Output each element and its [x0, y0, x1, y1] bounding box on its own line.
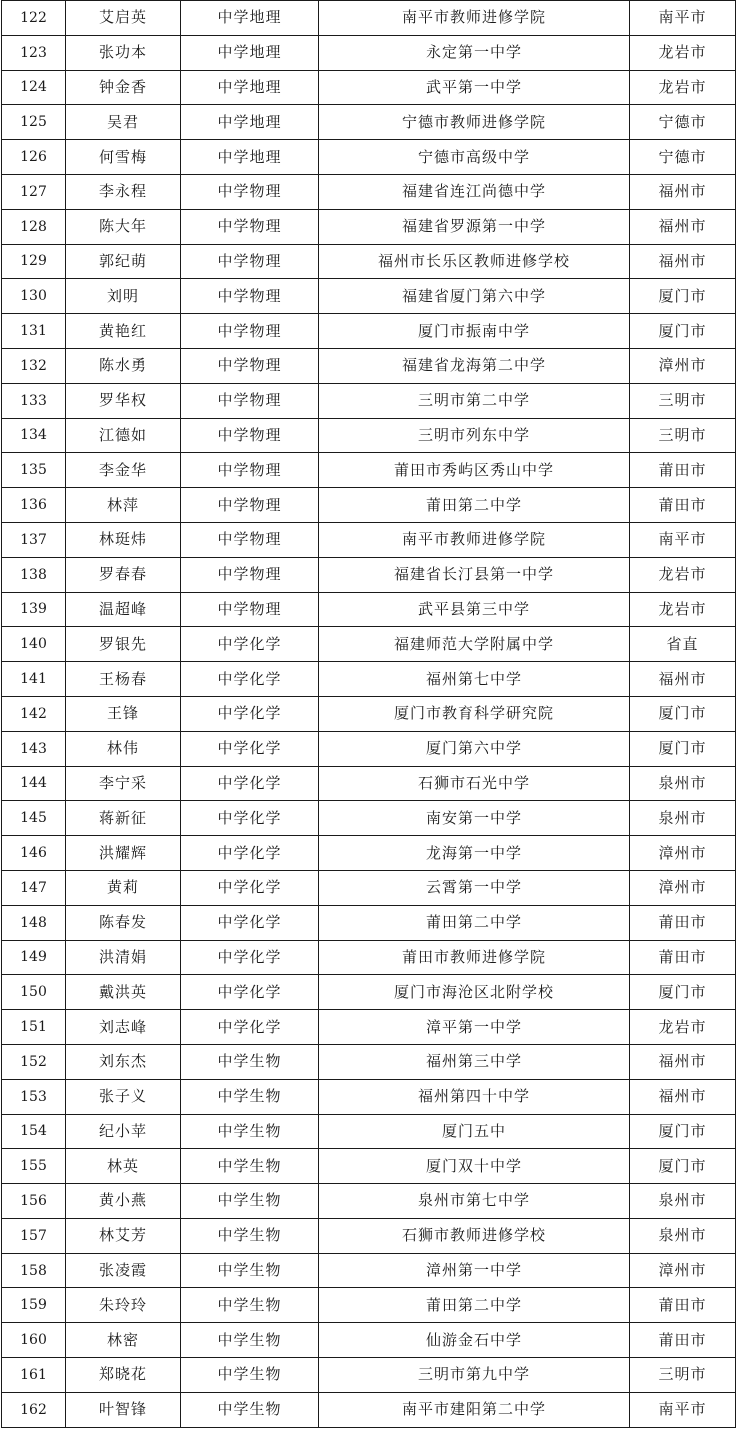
table-row [2, 627, 736, 662]
school-cell: 南平市教师进修学院 [319, 522, 630, 557]
subject-cell: 中学化学 [181, 940, 319, 975]
city-cell: 宁德市 [630, 140, 736, 175]
teacher-name-cell: 洪耀辉 [66, 836, 181, 871]
teacher-name-cell: 林密 [66, 1323, 181, 1358]
school-cell: 三明市第九中学 [319, 1358, 630, 1393]
table-row [2, 836, 736, 871]
teacher-name-cell: 戴洪英 [66, 975, 181, 1010]
table-row [2, 383, 736, 418]
teacher-name-cell: 黄艳红 [66, 314, 181, 349]
roster-table-body [2, 1, 736, 1428]
subject-cell: 中学物理 [181, 174, 319, 209]
row-number-cell: 130 [2, 279, 66, 314]
city-cell: 莆田市 [630, 453, 736, 488]
teacher-name-cell: 罗银先 [66, 627, 181, 662]
teacher-name-cell: 刘明 [66, 279, 181, 314]
teacher-name-cell: 林伟 [66, 731, 181, 766]
table-row [2, 1358, 736, 1393]
teacher-name-cell: 郭纪萌 [66, 244, 181, 279]
subject-cell: 中学生物 [181, 1288, 319, 1323]
table-row [2, 1114, 736, 1149]
table-row [2, 1, 736, 36]
teacher-name-cell: 陈春发 [66, 905, 181, 940]
row-number-cell: 147 [2, 870, 66, 905]
row-number-cell: 161 [2, 1358, 66, 1393]
school-cell: 莆田市教师进修学院 [319, 940, 630, 975]
teacher-name-cell: 温超峰 [66, 592, 181, 627]
subject-cell: 中学物理 [181, 453, 319, 488]
teacher-name-cell: 郑晓花 [66, 1358, 181, 1393]
subject-cell: 中学生物 [181, 1392, 319, 1427]
school-cell: 莆田第二中学 [319, 488, 630, 523]
school-cell: 宁德市高级中学 [319, 140, 630, 175]
school-cell: 福建省长汀县第一中学 [319, 557, 630, 592]
city-cell: 厦门市 [630, 1114, 736, 1149]
teacher-name-cell: 蒋新征 [66, 801, 181, 836]
city-cell: 泉州市 [630, 1218, 736, 1253]
teacher-name-cell: 林英 [66, 1149, 181, 1184]
city-cell: 漳州市 [630, 348, 736, 383]
subject-cell: 中学地理 [181, 35, 319, 70]
city-cell: 泉州市 [630, 1184, 736, 1219]
school-cell: 福州第三中学 [319, 1044, 630, 1079]
subject-cell: 中学物理 [181, 209, 319, 244]
row-number-cell: 158 [2, 1253, 66, 1288]
school-cell: 石狮市石光中学 [319, 766, 630, 801]
row-number-cell: 126 [2, 140, 66, 175]
table-row [2, 1149, 736, 1184]
row-number-cell: 152 [2, 1044, 66, 1079]
teacher-name-cell: 黄莉 [66, 870, 181, 905]
city-cell: 龙岩市 [630, 35, 736, 70]
row-number-cell: 136 [2, 488, 66, 523]
table-row [2, 244, 736, 279]
city-cell: 福州市 [630, 1079, 736, 1114]
teacher-name-cell: 李金华 [66, 453, 181, 488]
school-cell: 仙游金石中学 [319, 1323, 630, 1358]
subject-cell: 中学地理 [181, 1, 319, 36]
subject-cell: 中学物理 [181, 557, 319, 592]
row-number-cell: 141 [2, 662, 66, 697]
table-row [2, 905, 736, 940]
row-number-cell: 149 [2, 940, 66, 975]
subject-cell: 中学物理 [181, 488, 319, 523]
subject-cell: 中学化学 [181, 870, 319, 905]
school-cell: 福州市长乐区教师进修学校 [319, 244, 630, 279]
table-row [2, 696, 736, 731]
row-number-cell: 123 [2, 35, 66, 70]
school-cell: 武平第一中学 [319, 70, 630, 105]
city-cell: 龙岩市 [630, 592, 736, 627]
teacher-name-cell: 罗华权 [66, 383, 181, 418]
teacher-name-cell: 林珽炜 [66, 522, 181, 557]
school-cell: 南平市建阳第二中学 [319, 1392, 630, 1427]
city-cell: 漳州市 [630, 836, 736, 871]
city-cell: 莆田市 [630, 905, 736, 940]
row-number-cell: 139 [2, 592, 66, 627]
school-cell: 武平县第三中学 [319, 592, 630, 627]
city-cell: 漳州市 [630, 1253, 736, 1288]
row-number-cell: 138 [2, 557, 66, 592]
table-row [2, 870, 736, 905]
teacher-name-cell: 纪小苹 [66, 1114, 181, 1149]
table-row [2, 1288, 736, 1323]
table-row [2, 662, 736, 697]
city-cell: 福州市 [630, 1044, 736, 1079]
table-row [2, 1392, 736, 1427]
table-row [2, 1010, 736, 1045]
school-cell: 莆田市秀屿区秀山中学 [319, 453, 630, 488]
table-row [2, 1253, 736, 1288]
teacher-name-cell: 张功本 [66, 35, 181, 70]
school-cell: 石狮市教师进修学校 [319, 1218, 630, 1253]
school-cell: 福建省罗源第一中学 [319, 209, 630, 244]
city-cell: 福州市 [630, 209, 736, 244]
teacher-name-cell: 林萍 [66, 488, 181, 523]
table-row [2, 557, 736, 592]
table-row [2, 975, 736, 1010]
city-cell: 南平市 [630, 522, 736, 557]
table-row [2, 592, 736, 627]
table-row [2, 70, 736, 105]
school-cell: 福建省厦门第六中学 [319, 279, 630, 314]
city-cell: 三明市 [630, 418, 736, 453]
city-cell: 厦门市 [630, 314, 736, 349]
table-row [2, 35, 736, 70]
subject-cell: 中学地理 [181, 105, 319, 140]
row-number-cell: 162 [2, 1392, 66, 1427]
row-number-cell: 150 [2, 975, 66, 1010]
row-number-cell: 135 [2, 453, 66, 488]
subject-cell: 中学化学 [181, 975, 319, 1010]
school-cell: 福建省龙海第二中学 [319, 348, 630, 383]
school-cell: 厦门市教育科学研究院 [319, 696, 630, 731]
school-cell: 厦门五中 [319, 1114, 630, 1149]
table-row [2, 1218, 736, 1253]
row-number-cell: 143 [2, 731, 66, 766]
city-cell: 莆田市 [630, 940, 736, 975]
school-cell: 三明市第二中学 [319, 383, 630, 418]
teacher-name-cell: 林艾芳 [66, 1218, 181, 1253]
school-cell: 云霄第一中学 [319, 870, 630, 905]
table-row [2, 1044, 736, 1079]
table-row [2, 140, 736, 175]
subject-cell: 中学生物 [181, 1323, 319, 1358]
city-cell: 厦门市 [630, 975, 736, 1010]
subject-cell: 中学化学 [181, 766, 319, 801]
teacher-name-cell: 黄小燕 [66, 1184, 181, 1219]
row-number-cell: 144 [2, 766, 66, 801]
city-cell: 莆田市 [630, 1288, 736, 1323]
teacher-name-cell: 张凌霞 [66, 1253, 181, 1288]
subject-cell: 中学化学 [181, 1010, 319, 1045]
subject-cell: 中学生物 [181, 1044, 319, 1079]
teacher-name-cell: 李宁采 [66, 766, 181, 801]
city-cell: 福州市 [630, 244, 736, 279]
row-number-cell: 127 [2, 174, 66, 209]
school-cell: 厦门第六中学 [319, 731, 630, 766]
roster-table [1, 0, 736, 1428]
table-row [2, 348, 736, 383]
subject-cell: 中学物理 [181, 348, 319, 383]
city-cell: 省直 [630, 627, 736, 662]
row-number-cell: 132 [2, 348, 66, 383]
school-cell: 福州第七中学 [319, 662, 630, 697]
subject-cell: 中学物理 [181, 522, 319, 557]
school-cell: 宁德市教师进修学院 [319, 105, 630, 140]
teacher-name-cell: 李永程 [66, 174, 181, 209]
subject-cell: 中学生物 [181, 1184, 319, 1219]
table-row [2, 1323, 736, 1358]
school-cell: 三明市列东中学 [319, 418, 630, 453]
table-row [2, 1079, 736, 1114]
city-cell: 厦门市 [630, 696, 736, 731]
teacher-name-cell: 吴君 [66, 105, 181, 140]
city-cell: 莆田市 [630, 1323, 736, 1358]
city-cell: 龙岩市 [630, 1010, 736, 1045]
table-row [2, 279, 736, 314]
subject-cell: 中学物理 [181, 592, 319, 627]
city-cell: 莆田市 [630, 488, 736, 523]
table-row [2, 522, 736, 557]
row-number-cell: 128 [2, 209, 66, 244]
table-row [2, 766, 736, 801]
row-number-cell: 154 [2, 1114, 66, 1149]
teacher-name-cell: 钟金香 [66, 70, 181, 105]
table-row [2, 209, 736, 244]
subject-cell: 中学地理 [181, 70, 319, 105]
subject-cell: 中学生物 [181, 1218, 319, 1253]
school-cell: 厦门双十中学 [319, 1149, 630, 1184]
teacher-name-cell: 张子义 [66, 1079, 181, 1114]
teacher-name-cell: 王锋 [66, 696, 181, 731]
subject-cell: 中学地理 [181, 140, 319, 175]
row-number-cell: 140 [2, 627, 66, 662]
row-number-cell: 160 [2, 1323, 66, 1358]
school-cell: 漳州第一中学 [319, 1253, 630, 1288]
table-row [2, 453, 736, 488]
city-cell: 漳州市 [630, 870, 736, 905]
row-number-cell: 137 [2, 522, 66, 557]
subject-cell: 中学生物 [181, 1079, 319, 1114]
row-number-cell: 122 [2, 1, 66, 36]
row-number-cell: 145 [2, 801, 66, 836]
subject-cell: 中学化学 [181, 836, 319, 871]
teacher-name-cell: 洪清娟 [66, 940, 181, 975]
teacher-name-cell: 江德如 [66, 418, 181, 453]
subject-cell: 中学化学 [181, 905, 319, 940]
row-number-cell: 159 [2, 1288, 66, 1323]
table-row [2, 488, 736, 523]
teacher-name-cell: 艾启英 [66, 1, 181, 36]
row-number-cell: 133 [2, 383, 66, 418]
teacher-name-cell: 陈水勇 [66, 348, 181, 383]
teacher-name-cell: 何雪梅 [66, 140, 181, 175]
table-row [2, 801, 736, 836]
subject-cell: 中学化学 [181, 731, 319, 766]
school-cell: 南平市教师进修学院 [319, 1, 630, 36]
row-number-cell: 124 [2, 70, 66, 105]
subject-cell: 中学物理 [181, 244, 319, 279]
subject-cell: 中学生物 [181, 1114, 319, 1149]
subject-cell: 中学生物 [181, 1253, 319, 1288]
city-cell: 泉州市 [630, 801, 736, 836]
city-cell: 龙岩市 [630, 70, 736, 105]
subject-cell: 中学物理 [181, 418, 319, 453]
row-number-cell: 157 [2, 1218, 66, 1253]
subject-cell: 中学化学 [181, 801, 319, 836]
school-cell: 龙海第一中学 [319, 836, 630, 871]
teacher-name-cell: 陈大年 [66, 209, 181, 244]
school-cell: 福州第四十中学 [319, 1079, 630, 1114]
school-cell: 漳平第一中学 [319, 1010, 630, 1045]
city-cell: 三明市 [630, 383, 736, 418]
city-cell: 泉州市 [630, 766, 736, 801]
row-number-cell: 129 [2, 244, 66, 279]
table-row [2, 940, 736, 975]
table-row [2, 105, 736, 140]
table-row [2, 418, 736, 453]
school-cell: 福建师范大学附属中学 [319, 627, 630, 662]
subject-cell: 中学化学 [181, 696, 319, 731]
school-cell: 厦门市海沧区北附学校 [319, 975, 630, 1010]
city-cell: 厦门市 [630, 1149, 736, 1184]
city-cell: 三明市 [630, 1358, 736, 1393]
row-number-cell: 156 [2, 1184, 66, 1219]
row-number-cell: 148 [2, 905, 66, 940]
row-number-cell: 153 [2, 1079, 66, 1114]
row-number-cell: 142 [2, 696, 66, 731]
school-cell: 福建省连江尚德中学 [319, 174, 630, 209]
row-number-cell: 125 [2, 105, 66, 140]
school-cell: 泉州市第七中学 [319, 1184, 630, 1219]
row-number-cell: 151 [2, 1010, 66, 1045]
table-row [2, 174, 736, 209]
city-cell: 龙岩市 [630, 557, 736, 592]
school-cell: 永定第一中学 [319, 35, 630, 70]
teacher-name-cell: 罗春春 [66, 557, 181, 592]
city-cell: 南平市 [630, 1392, 736, 1427]
school-cell: 莆田第二中学 [319, 1288, 630, 1323]
city-cell: 宁德市 [630, 105, 736, 140]
city-cell: 厦门市 [630, 279, 736, 314]
teacher-name-cell: 刘志峰 [66, 1010, 181, 1045]
subject-cell: 中学化学 [181, 627, 319, 662]
row-number-cell: 131 [2, 314, 66, 349]
subject-cell: 中学物理 [181, 383, 319, 418]
city-cell: 南平市 [630, 1, 736, 36]
row-number-cell: 134 [2, 418, 66, 453]
subject-cell: 中学物理 [181, 314, 319, 349]
teacher-name-cell: 叶智锋 [66, 1392, 181, 1427]
subject-cell: 中学生物 [181, 1358, 319, 1393]
table-row [2, 731, 736, 766]
table-row [2, 314, 736, 349]
subject-cell: 中学物理 [181, 279, 319, 314]
city-cell: 厦门市 [630, 731, 736, 766]
row-number-cell: 146 [2, 836, 66, 871]
city-cell: 福州市 [630, 662, 736, 697]
school-cell: 厦门市振南中学 [319, 314, 630, 349]
teacher-name-cell: 王杨春 [66, 662, 181, 697]
subject-cell: 中学生物 [181, 1149, 319, 1184]
teacher-name-cell: 朱玲玲 [66, 1288, 181, 1323]
row-number-cell: 155 [2, 1149, 66, 1184]
table-row [2, 1184, 736, 1219]
school-cell: 莆田第二中学 [319, 905, 630, 940]
city-cell: 福州市 [630, 174, 736, 209]
teacher-name-cell: 刘东杰 [66, 1044, 181, 1079]
school-cell: 南安第一中学 [319, 801, 630, 836]
subject-cell: 中学化学 [181, 662, 319, 697]
